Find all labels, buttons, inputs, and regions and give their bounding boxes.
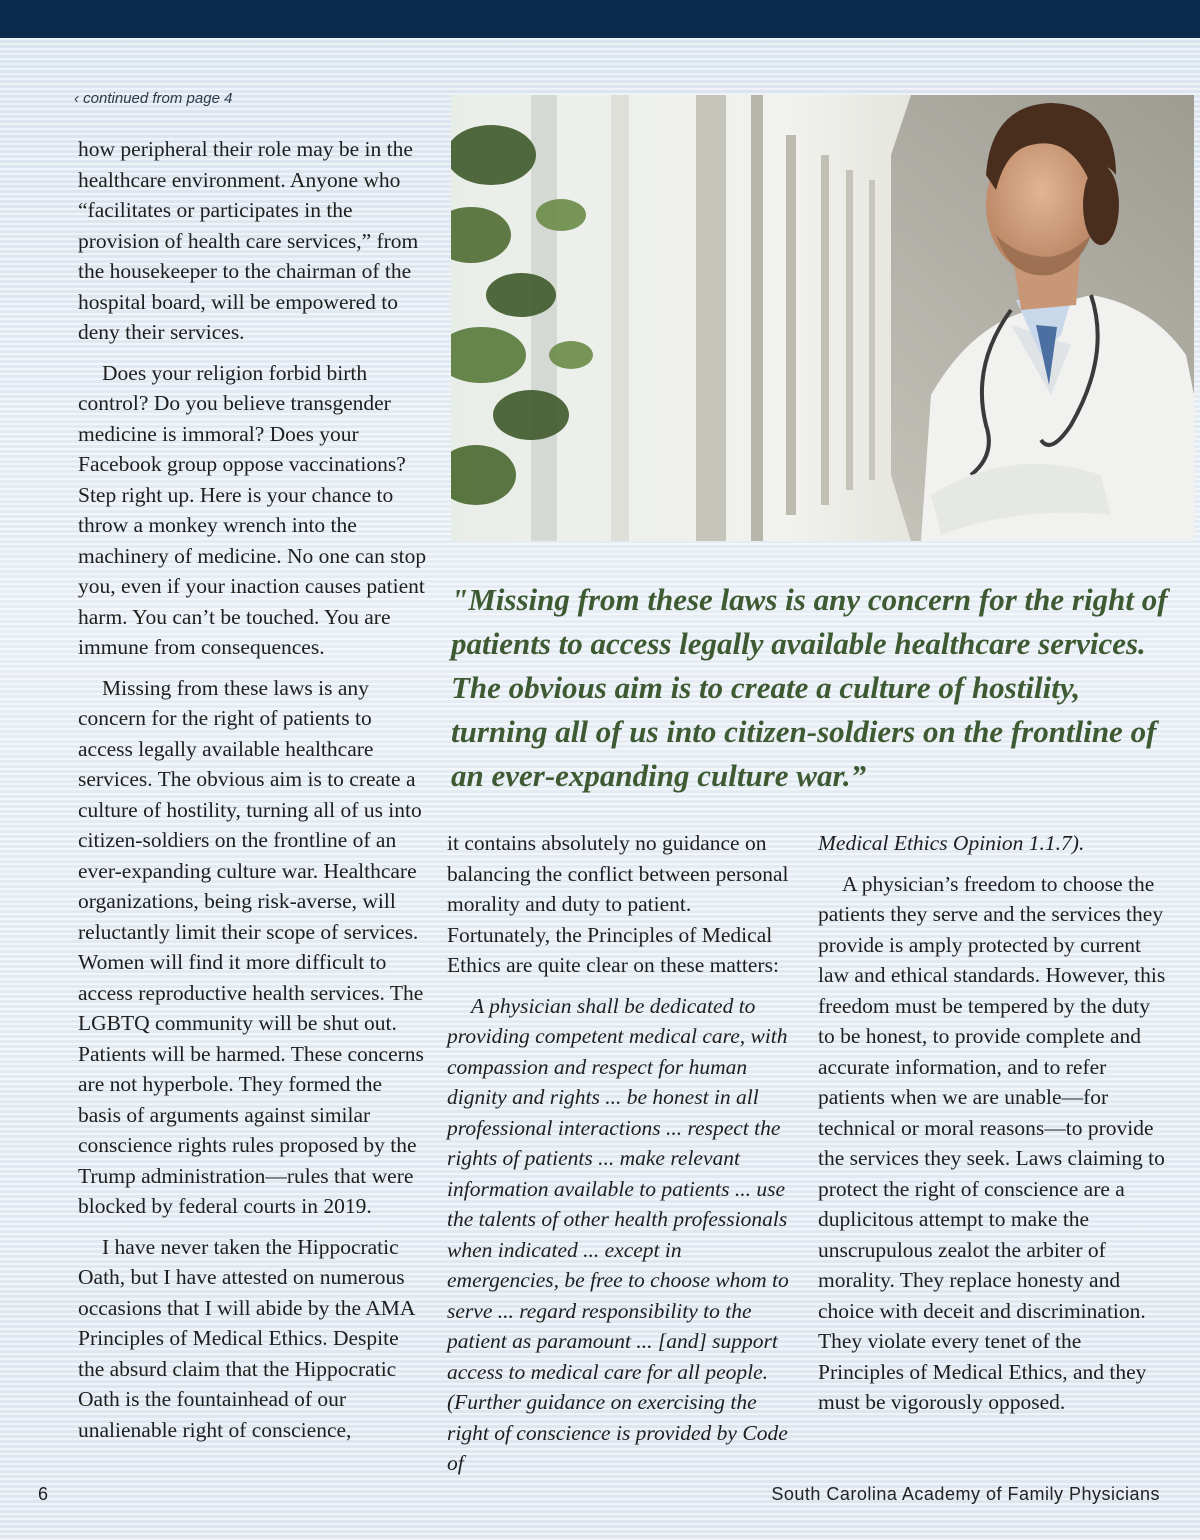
page-number: 6	[38, 1484, 49, 1504]
article-column-3	[818, 828, 1168, 1428]
top-banner-bar	[0, 0, 1200, 38]
column1-paragraph-3: Missing from these laws is any concern for the right of patients to access legally available healthcare services. The obvious aim is to create a culture of hostility, turning all of us into citizen-soldiers on the frontline of an ever-expanding culture war. Healthcare organizations, being risk-averse, will reluctantly limit their scope of services. Women will find it more difficult to access reproductive health services. The LGBTQ community will be shut out. Patients will be harmed. These concerns are not hyperbole. They formed the basis of arguments against similar conscience rights rules proposed by the Trump administration—rules that were blocked by federal courts in 2019.	[78, 675, 424, 1218]
column1-paragraph-1: how peripheral their role may be in the healthcare environment. Anyone who “facilitates or participates in the provision of health care services,” from the housekeeper to the chairman of the hospital board, will be empowered to deny their services.	[78, 137, 419, 344]
pull-quote: "Missing from these laws is any concern for the right of patients to access legally available healthcare services. The obvious aim is to create a culture of hostility, turning all of us into citizen-soldiers on the frontline of an ever-expanding culture war.”	[451, 582, 1168, 793]
column1-paragraph-2: Does your religion forbid birth control? Do you believe transgender medicine is immoral? Does your Facebook group oppose vaccinations? Step right up. Here is your chance to throw a monkey wrench into the machinery of medicine. No one can stop you, even if your inaction causes patient harm. You can’t be touched. You are immune from consequences.	[78, 360, 427, 659]
article-column-2	[447, 828, 797, 1489]
column3-paragraph-1: A physician’s freedom to choose the patients they serve and the services they provide is amply protected by current law and ethical standards. However, this freedom must be tempered by the duty to be honest, to provide complete and accurate information, and to refer patients when we are unable—for technical or moral reasons—to provide the services they seek. Laws claiming to protect the right of conscience are a duplicitous attempt to make the unscrupulous zealot the arbiter of morality. They replace honesty and choice with deceit and discrimination. They violate every tenet of the Principles of Medical Ethics, and they must be vigorously opposed.	[818, 871, 1166, 1414]
ethics-principles-quote: A physician shall be dedicated to providing competent medical care, with compassion and respect for human dignity and rights ... be honest in all professional interactions ... respect the rights of patients ... make relevant information available to patients ... use the talents of other health professionals when indicated ... except in emergencies, be free to choose whom to serve ... regard responsibility to the patient as paramount ... [and] support access to medical care for all people. (Further guidance on exercising the right of conscience is provided by Code of	[447, 993, 789, 1475]
column2-paragraph-1: it contains absolutely no guidance on balancing the conflict between personal morality and duty to patient. Fortunately, the Principles of Medical Ethics are quite clear on these matters:	[447, 831, 789, 977]
doctor-photo	[451, 95, 1194, 541]
continued-from-label: ‹ continued from page 4	[74, 90, 233, 107]
citation-continuation: Medical Ethics Opinion 1.1.7).	[818, 831, 1085, 855]
column1-paragraph-4: I have never taken the Hippocratic Oath, but I have attested on numerous occasions that I will abide by the AMA Principles of Medical Ethics. Despite the absurd claim that the Hippocratic Oath is the fountainhead of our unalienable right of conscience,	[78, 1234, 415, 1442]
publication-name: South Carolina Academy of Family Physicians	[771, 1484, 1160, 1504]
article-column-1	[78, 134, 428, 1455]
